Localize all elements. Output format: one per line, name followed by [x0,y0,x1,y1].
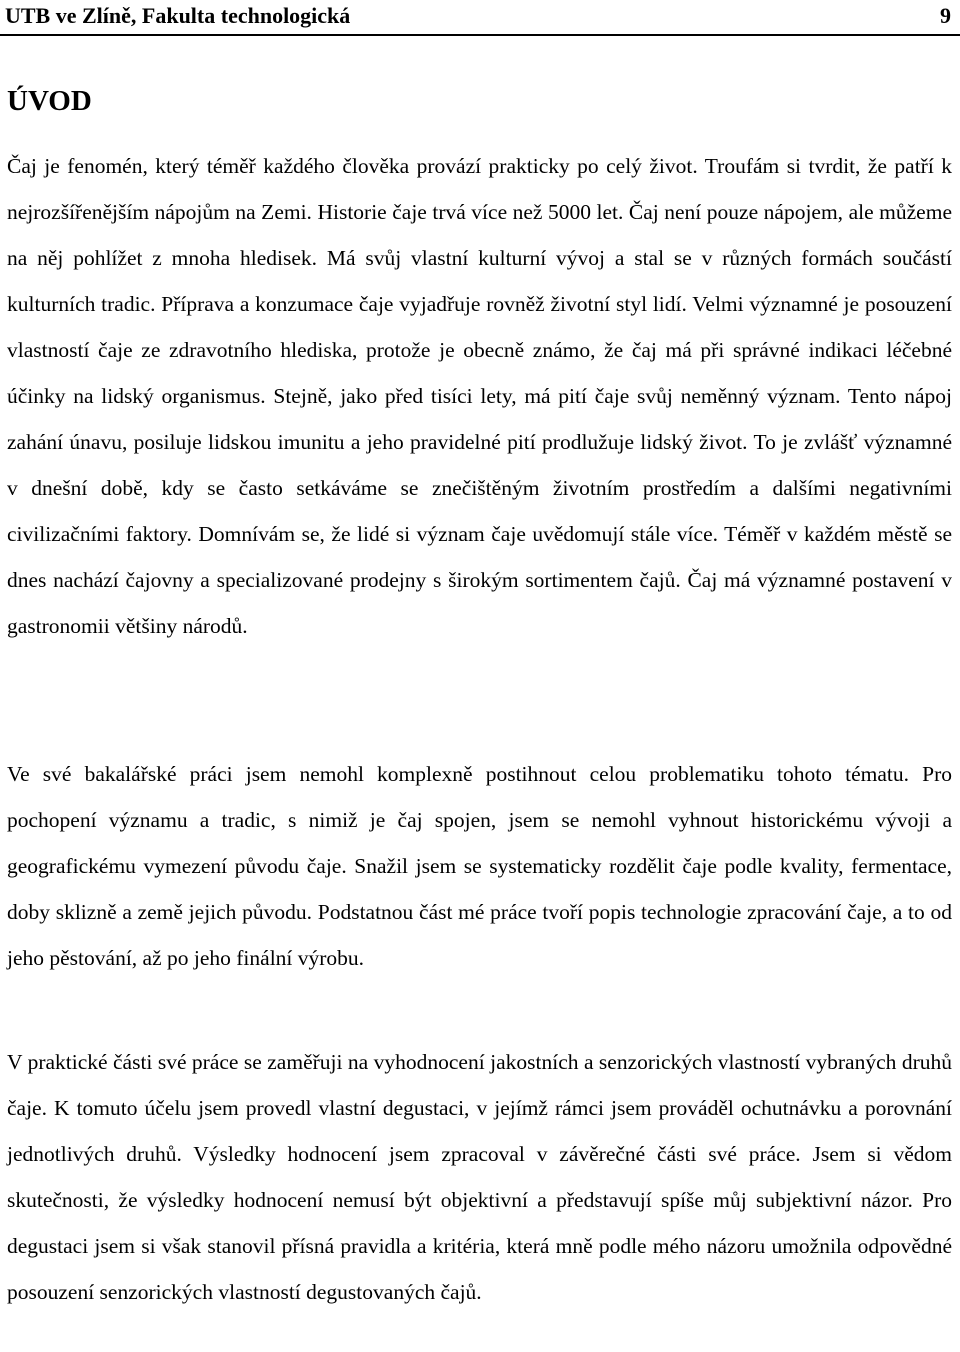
running-header [5,0,951,32]
paragraph-intro: Čaj je fenomén, který téměř každého člověka provází prakticky po celý život. Troufám si tvrdit, že patří k nejrozšířenějším nápojům na Zemi. Historie čaje trvá více než 5000 let. Čaj není pouze nápojem, ale můžeme na něj pohlížet z mnoha hledisek. Má svůj vlastní kulturní vývoj a stal se v různých formách součástí kulturních tradic. Příprava a konzumace čaje vyjadřuje rovněž životní styl lidí. Velmi významné je posouzení vlastností čaje ze zdravotního hlediska, protože je obecně známo, že čaj má při správné indikaci léčebné účinky na lidský organismus. Stejně, jako před tisíci lety, má pití čaje svůj neměnný význam. Tento nápoj zahání únavu, posiluje lidskou imunitu a jeho pravidelné pití prodlužuje lidský život. To je zvlášť významné v dnešní době, kdy se často setkáváme se znečištěným životním prostředím a dalšími negativními civilizačními faktory. Domnívám se, že lidé si význam čaje uvědomují stále více. Téměř v každém městě se dnes nachází čajovny a specializované prodejny s širokým sortimentem čajů. Čaj má významné postavení v gastronomii většiny národů. [7,154,952,638]
chapter-title: ÚVOD [7,85,92,117]
paragraph-scope: Ve své bakalářské práci jsem nemohl komplexně postihnout celou problematiku tohoto tématu. Pro pochopení významu a tradic, s nimiž je čaj spojen, jsem se nemohl vyhnout historickému vývoji a geografickému vymezení původu čaje. Snažil jsem se systematicky rozdělit čaje podle kvality, fermentace, doby sklizně a země jejich původu. Podstatnou část mé práce tvoří popis technologie zpracování čaje, a to od jeho pěstování, až po jeho finální výrobu. [7,762,952,970]
paragraph-practical: V praktické části své práce se zaměřuji na vyhodnocení jakostních a senzorických vlastností vybraných druhů čaje. K tomuto účelu jsem provedl vlastní degustaci, v jejímž rámci jsem prováděl ochutnávku a porovnání jednotlivých druhů. Výsledky hodnocení jsem zpracoval v závěrečné části své práce. Jsem si vědom skutečnosti, že výsledky hodnocení nemusí být objektivní a představují spíše můj subjektivní názor. Pro degustaci jsem si však stanovil přísná pravidla a kritéria, která mně podle mého názoru umožnila odpovědné posouzení senzorických vlastností degustovaných čajů. [7,1050,952,1304]
header-rule [0,34,960,36]
header-page-number: 9 [940,3,951,28]
header-institution: UTB ve Zlíně, Fakulta technologická [5,3,351,28]
